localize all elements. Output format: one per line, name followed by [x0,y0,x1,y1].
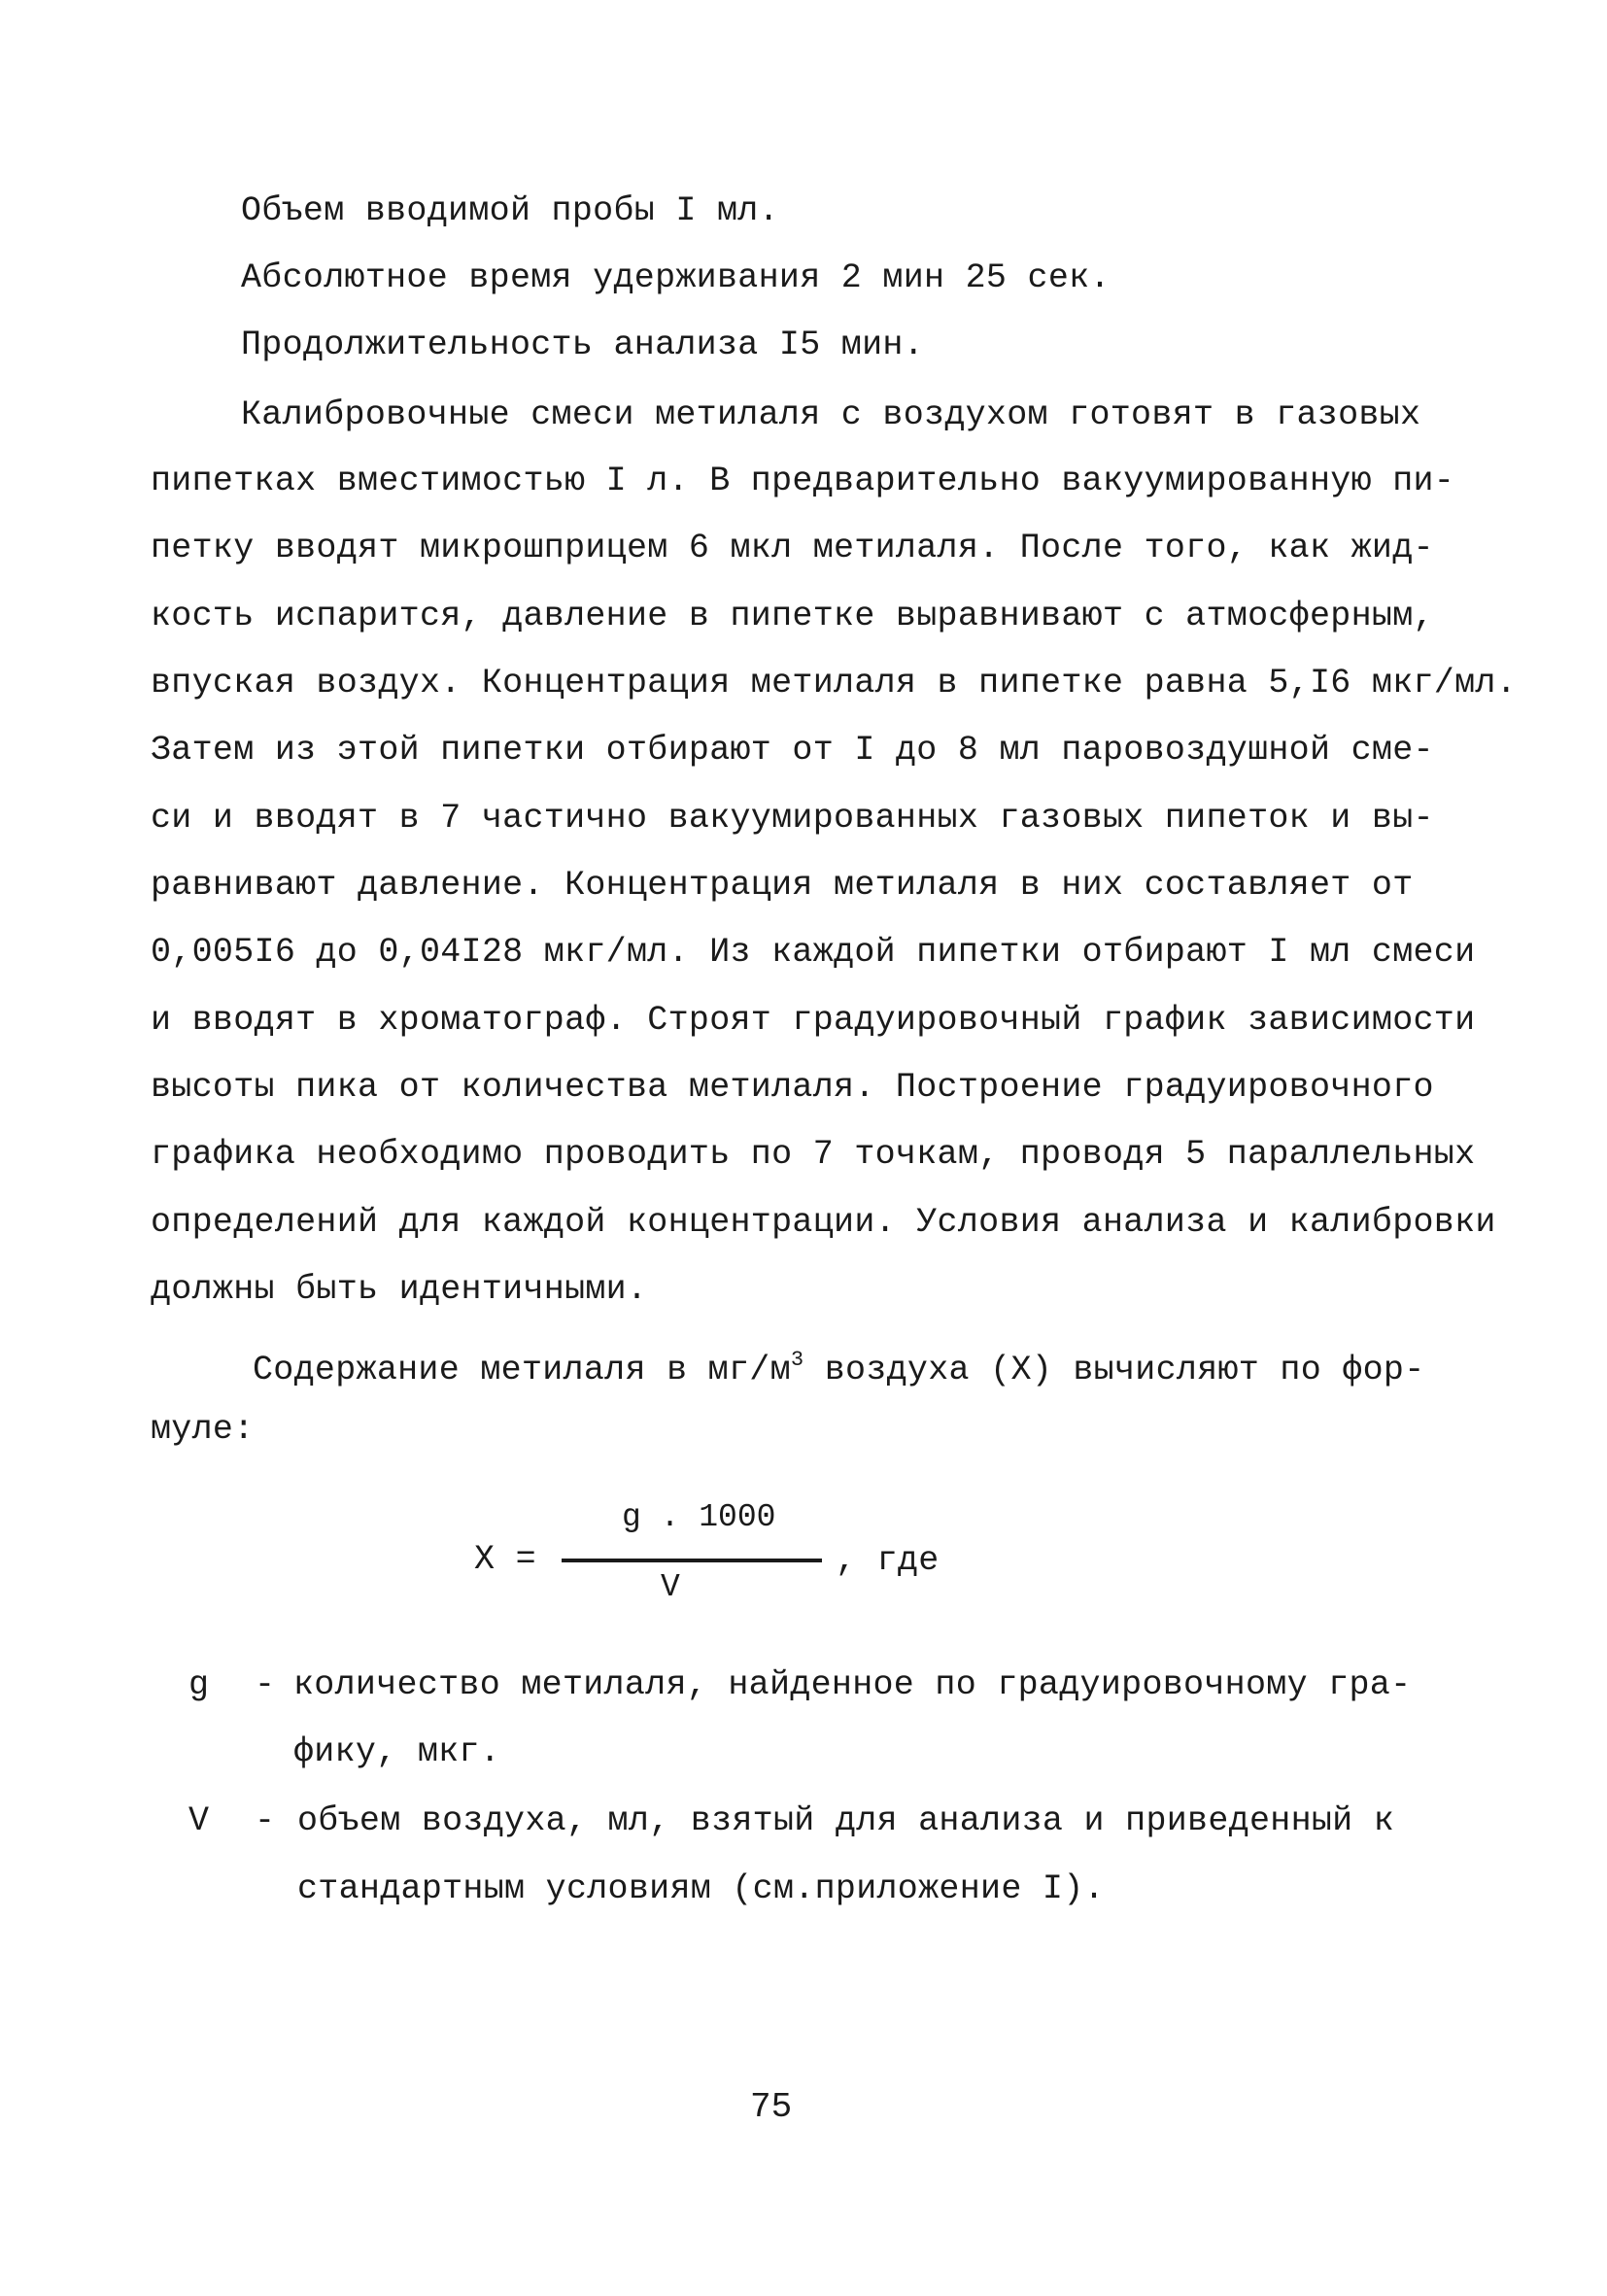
formula-fraction-bar [562,1559,822,1562]
definition-text: стандартным условиям (см.приложение I). [297,1869,1105,1908]
content-intro-before: Содержание метилаля в мг/м [253,1351,791,1389]
calibration-line: определений для каждой концентрации. Условия анализа и калибровки [151,1203,1496,1242]
calibration-line: впуская воздух. Концентрация метилаля в пипетке равна 5,I6 мкг/мл. [151,664,1518,703]
definition-dash: - [255,1801,276,1840]
calibration-line: высоты пика от количества метилаля. Построение градуировочного [151,1068,1434,1107]
definition-symbol: V [188,1801,210,1840]
definition-dash: - [255,1665,276,1704]
page-number: 75 [750,2087,793,2127]
calibration-line: Затем из этой пипетки отбирают от I до 8 мл паровоздушной сме- [151,731,1434,770]
content-intro-line [253,1339,1425,1391]
definition-text: фику, мкг. [293,1732,501,1771]
formula-lhs: X = [474,1540,536,1579]
formula-denominator: V [661,1569,680,1605]
calibration-line: пипетках вместимостью I л. В предварительно вакуумированную пи- [151,462,1455,500]
content-intro-after: воздуха (X) вычисляют по фор- [804,1351,1425,1389]
calibration-line: кость испарится, давление в пипетке выравнивают с атмосферным, [151,597,1434,635]
content-intro-line2: муле: [151,1410,255,1449]
definition-text: объем воздуха, мл, взятый для анализа и приведенный к [297,1801,1395,1840]
calibration-line: и вводят в хроматограф. Строят градуировочный график зависимости [151,1001,1476,1040]
calibration-line: графика необходимо проводить по 7 точкам, проводя 5 параллельных [151,1135,1476,1174]
calibration-line: петку вводят микрошприцем 6 мкл метилаля. После того, как жид- [151,529,1434,567]
cubic-superscript: 3 [790,1348,804,1372]
formula-numerator: g . 1000 [622,1499,776,1535]
calibration-line: Калибровочные смеси метилаля с воздухом готовят в газовых [241,395,1421,434]
calibration-line: должны быть идентичными. [151,1270,648,1309]
definition-text: количество метилаля, найденное по градуировочному гра- [293,1665,1412,1704]
formula-suffix: , где [836,1541,940,1580]
param-sample-volume: Объем вводимой пробы I мл. [241,191,779,230]
param-analysis-duration: Продолжительность анализа I5 мин. [241,326,925,364]
calibration-line: равнивают давление. Концентрация метилаля в них составляет от [151,866,1414,905]
definition-symbol: g [188,1665,210,1704]
calibration-line: си и вводят в 7 частично вакуумированных газовых пипеток и вы- [151,799,1434,838]
param-retention-time: Абсолютное время удерживания 2 мин 25 сек. [241,258,1111,297]
calibration-line: 0,005I6 до 0,04I28 мкг/мл. Из каждой пипетки отбирают I мл смеси [151,933,1476,972]
